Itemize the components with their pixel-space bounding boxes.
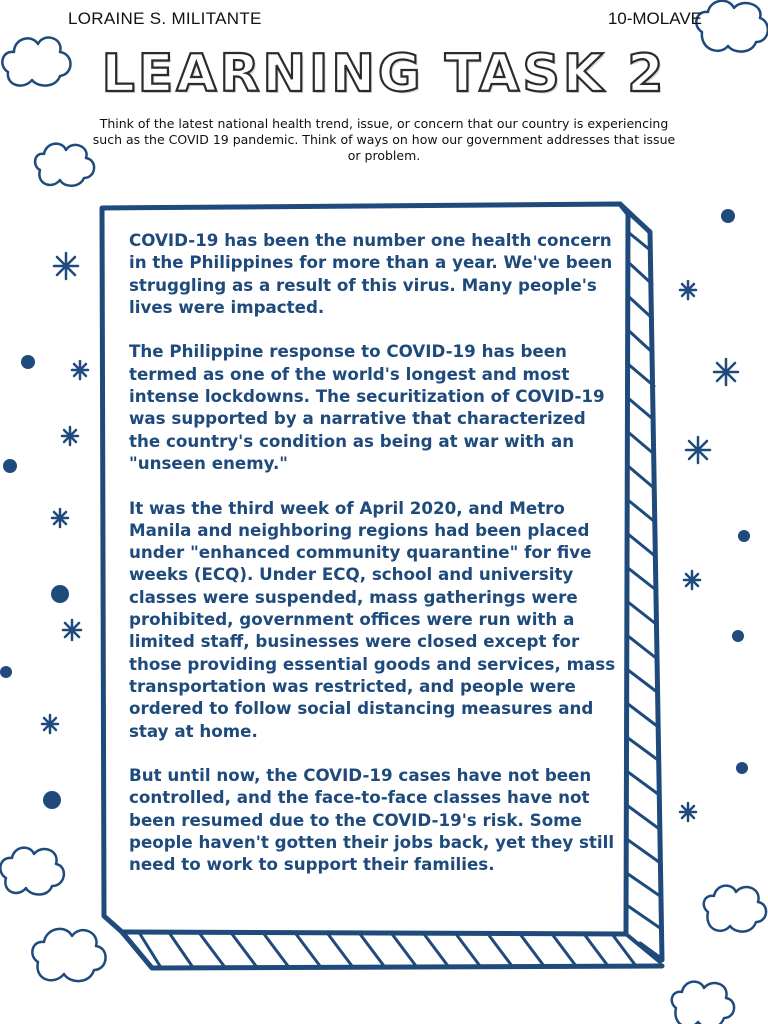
essay-paragraph: COVID-19 has been the number one health concern in the Philippines for more than a year. We've been struggling as a result of this virus. Many people's lives were impacted.: [129, 230, 613, 317]
star-icon: [52, 509, 68, 527]
dot-icon: [738, 530, 750, 542]
dot-icon: [43, 791, 61, 809]
page-title: LEARNING TASK 2: [101, 44, 667, 104]
dot-icon: [721, 209, 735, 223]
cloud-icon: [0, 848, 64, 895]
star-icon: [62, 427, 78, 445]
dot-icon: [736, 762, 748, 774]
star-icon: [54, 253, 78, 279]
cloud-icon: [32, 929, 105, 981]
dot-icon: [732, 630, 744, 642]
dot-icon: [51, 585, 69, 603]
essay-paragraph: But until now, the COVID-19 cases have not been controlled, and the face-to-face classes have not been resumed due to the COVID-19's risk. Some people haven't gotten their jobs back, yet they still need to work to support their families.: [129, 765, 615, 875]
task-instructions: Think of the latest national health trend, issue, or concern that our country is experiencing such as the COVID 19 pandemic. Think of ways on how our government addresses that issue or problem.: [92, 116, 676, 163]
star-icon: [680, 281, 696, 299]
star-icon: [714, 359, 738, 385]
dot-icon: [3, 459, 17, 473]
star-icon: [686, 437, 710, 463]
cloud-icon: [35, 144, 94, 186]
star-icon: [684, 571, 700, 589]
star-icon: [42, 715, 58, 733]
essay-body: [129, 229, 619, 898]
class-section: 10-MOLAVE: [607, 9, 702, 28]
dot-icon: [0, 666, 12, 678]
student-name: LORAINE S. MILITANTE: [68, 9, 262, 28]
dot-icon: [21, 355, 35, 369]
cloud-icon: [704, 886, 766, 932]
essay-paragraph: It was the third week of April 2020, and Metro Manila and neighboring regions had been placed under "enhanced community quarantine" for five weeks (ECQ). Under ECQ, school and university classes were suspended, mass gatherings were prohibited, government offices were run with a limited staff, businesses were closed except for those providing essential goods and services, mass transportation was restricted, and people were ordered to follow social distancing measures and stay at home.: [129, 497, 616, 741]
star-icon: [680, 803, 696, 821]
star-icon: [72, 361, 88, 379]
star-icon: [63, 620, 81, 640]
cloud-icon: [672, 982, 734, 1024]
essay-paragraph: The Philippine response to COVID-19 has been termed as one of the world's longest and most intense lockdowns. The securitization of COVID-19 was supported by a narrative that characterized the country's condition as being at war with an "unseen enemy.": [129, 341, 605, 473]
